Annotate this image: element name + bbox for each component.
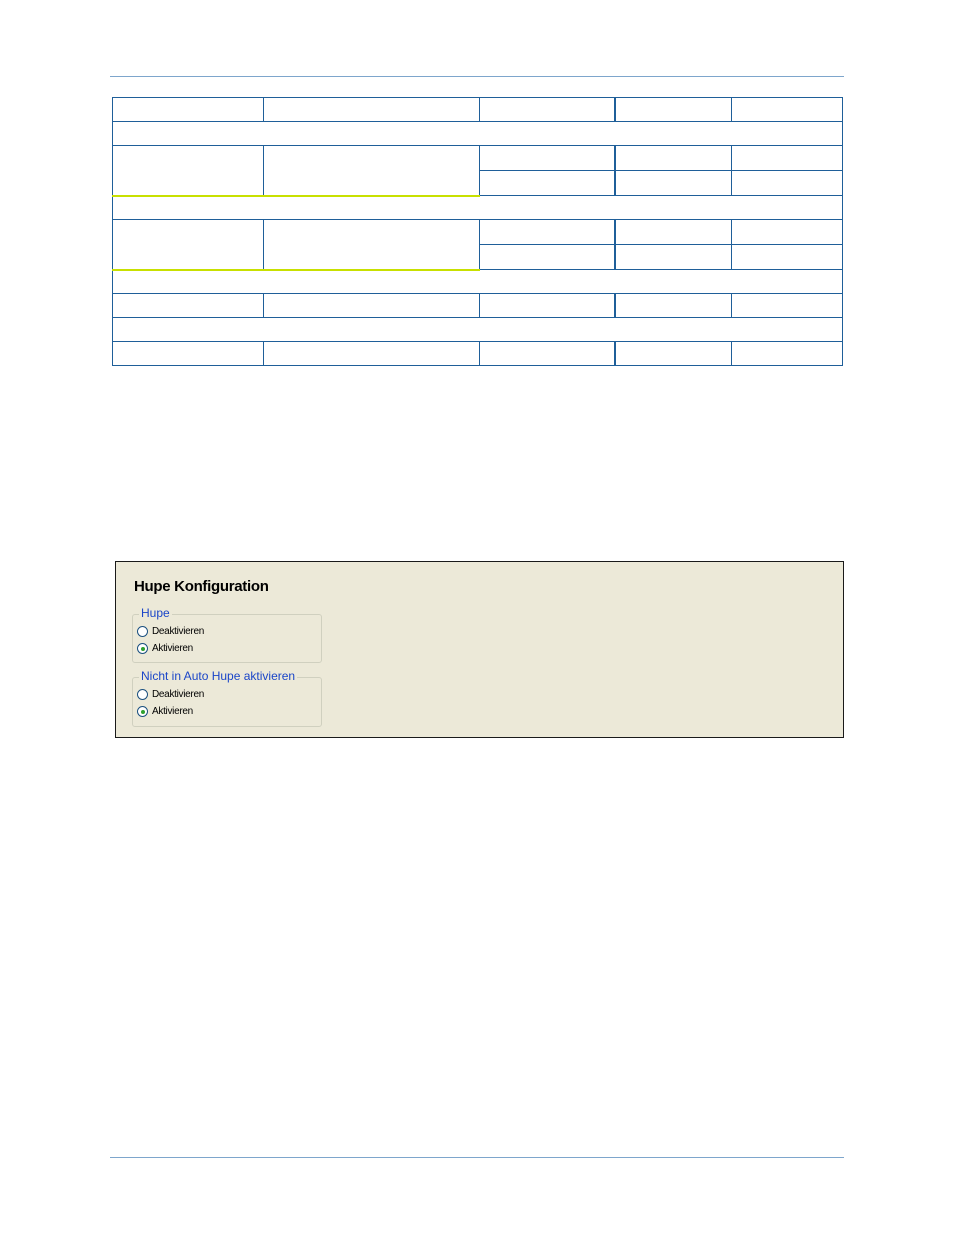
horn-disable-label: Deaktivieren — [152, 626, 204, 637]
table-cell — [480, 171, 615, 196]
table-row — [113, 146, 843, 171]
table-section-row — [113, 196, 843, 220]
horn-enable-option[interactable] — [137, 643, 193, 654]
table-section-row — [113, 270, 843, 294]
table-cell — [480, 245, 615, 270]
table-cell — [480, 342, 615, 366]
table-cell — [264, 342, 480, 366]
table-cell — [615, 146, 732, 171]
table-cell — [264, 98, 480, 122]
footer-rule — [110, 1157, 844, 1158]
radio-button-unchecked-icon[interactable] — [137, 626, 148, 637]
table-cell — [615, 98, 732, 122]
table-cell — [732, 98, 843, 122]
table-cell — [615, 342, 732, 366]
horn-configuration-panel — [115, 561, 844, 738]
table-cell — [732, 342, 843, 366]
table-cell — [113, 122, 843, 146]
table-cell — [732, 245, 843, 270]
settings-table — [112, 97, 843, 366]
table-cell — [615, 245, 732, 270]
table-section-row — [113, 318, 843, 342]
table-cell — [113, 146, 264, 196]
radio-button-checked-icon[interactable] — [137, 643, 148, 654]
table-cell — [113, 98, 264, 122]
table-cell — [113, 318, 843, 342]
table-cell — [480, 294, 615, 318]
table-cell — [113, 294, 264, 318]
table-cell — [615, 171, 732, 196]
horn-enable-label: Aktivieren — [152, 643, 193, 654]
table-row — [113, 220, 843, 245]
table-cell — [732, 294, 843, 318]
not-in-auto-horn-disable-label: Deaktivieren — [152, 689, 204, 700]
not-in-auto-horn-disable-option[interactable] — [137, 689, 204, 700]
table-cell — [732, 171, 843, 196]
table-cell — [264, 220, 480, 270]
header-rule — [110, 76, 844, 77]
table-row — [113, 342, 843, 366]
table-header-row — [113, 98, 843, 122]
table-cell — [732, 146, 843, 171]
table-cell — [264, 146, 480, 196]
not-in-auto-horn-group-legend: Nicht in Auto Hupe aktivieren — [141, 669, 296, 683]
table-cell — [615, 294, 732, 318]
table-cell — [615, 220, 732, 245]
radio-button-checked-icon[interactable] — [137, 706, 148, 717]
table-cell — [480, 146, 615, 171]
table-cell — [264, 294, 480, 318]
radio-button-unchecked-icon[interactable] — [137, 689, 148, 700]
horn-group — [132, 606, 322, 663]
table-cell — [113, 196, 843, 220]
table-cell — [113, 342, 264, 366]
table-cell — [113, 220, 264, 270]
horn-group-legend: Hupe — [141, 606, 170, 620]
not-in-auto-horn-enable-option[interactable] — [137, 706, 193, 717]
table-section-row — [113, 122, 843, 146]
table-cell — [480, 98, 615, 122]
not-in-auto-horn-enable-label: Aktivieren — [152, 706, 193, 717]
panel-title: Hupe Konfiguration — [134, 578, 269, 595]
table-cell — [732, 220, 843, 245]
table-cell — [480, 220, 615, 245]
table-row — [113, 294, 843, 318]
table-cell — [113, 270, 843, 294]
not-in-auto-horn-group — [132, 669, 322, 727]
horn-disable-option[interactable] — [137, 626, 204, 637]
